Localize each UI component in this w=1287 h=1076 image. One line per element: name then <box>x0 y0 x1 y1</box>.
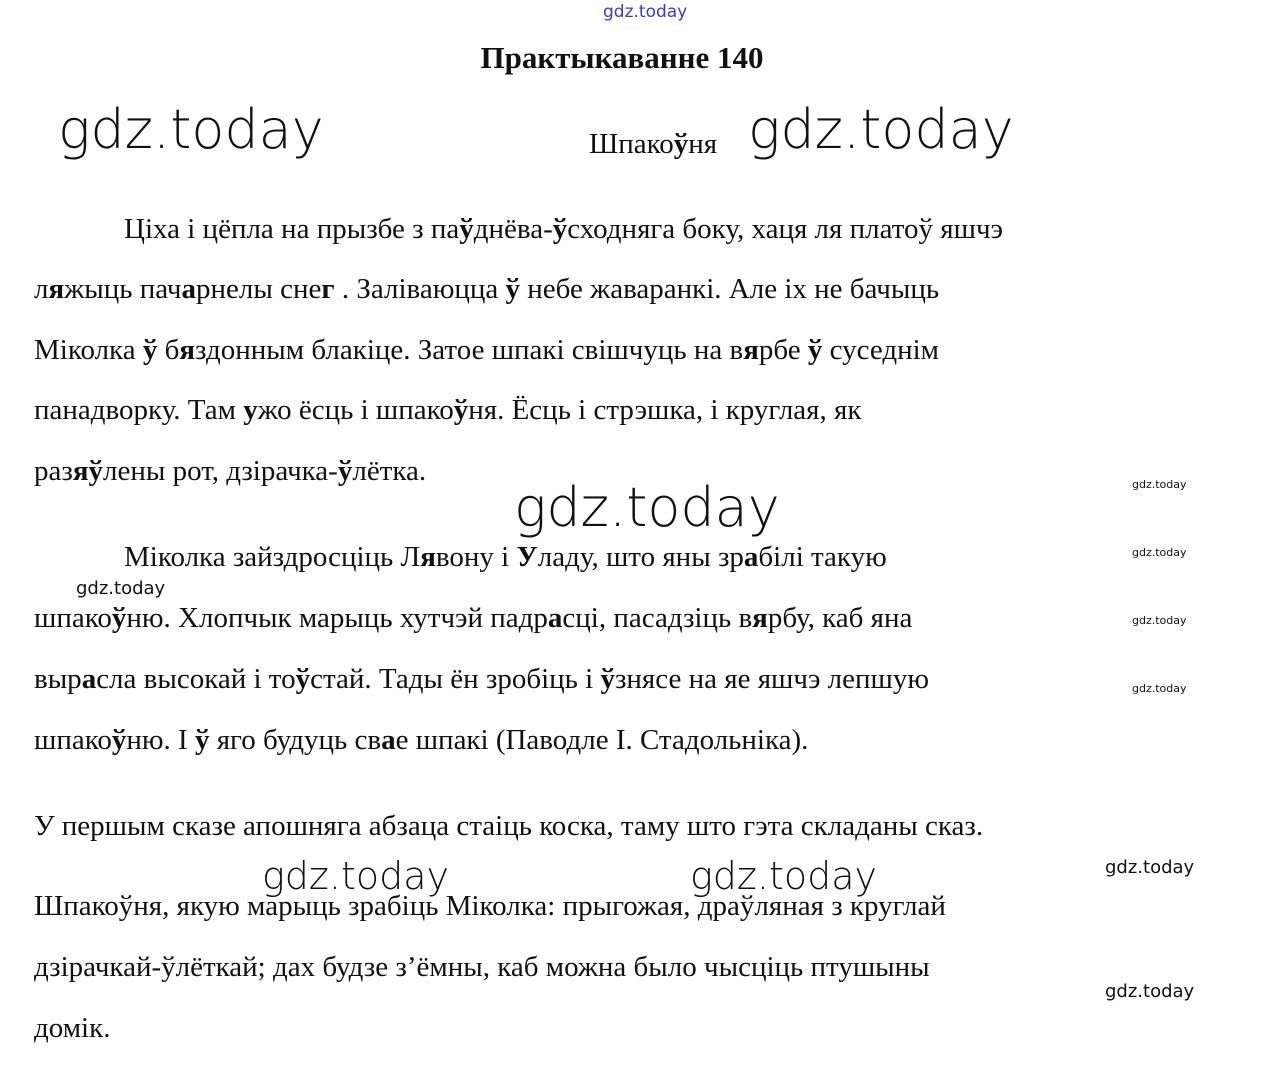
text-segment: ладу, што яны зр <box>537 541 744 573</box>
highlighted-letter: ў <box>505 273 521 305</box>
text-segment: суседнім <box>822 334 940 366</box>
paragraph-1-line-4 <box>34 394 861 427</box>
text-segment: стай. Тады ён зробіць і <box>310 663 601 695</box>
paragraph-2-line-2 <box>34 602 912 635</box>
highlighted-letter: ў <box>600 663 615 695</box>
watermark-small-left: gdz.today <box>76 578 166 599</box>
text-segment: ню. Хлопчык марыць хутчэй падр <box>126 602 548 634</box>
text-segment: шпако <box>34 602 112 634</box>
highlighted-letter: У <box>516 541 538 573</box>
paragraph-1-line-3 <box>34 334 939 367</box>
answer-line-3 <box>34 951 930 984</box>
watermark-medium-right: gdz.today <box>690 854 877 898</box>
highlighted-letter: ў <box>111 602 127 634</box>
text-segment: дзірачкай-ўлёткай; дах будзе з’ёмны, каб можна было чысціць птушыны <box>34 951 930 983</box>
text-segment: У першым сказе апошняга абзаца стаіць коска, таму што гэта складаны сказ. <box>34 810 984 842</box>
highlighted-letter: яў <box>72 455 104 487</box>
highlighted-letter: я <box>743 334 759 366</box>
answer-line-2 <box>34 890 946 923</box>
highlighted-letter: я <box>48 273 65 305</box>
text-segment: білі такую <box>758 541 887 573</box>
watermark-medium-left: gdz.today <box>262 854 449 898</box>
paragraph-2-line-3 <box>34 663 929 696</box>
highlighted-letter: ў <box>459 213 474 245</box>
text-segment: жо ёсць і шпако <box>257 394 454 426</box>
text-segment: . Заліваюцца <box>334 273 506 305</box>
text-segment: небе жаваранкі. Але іх не бачыць <box>520 273 940 305</box>
watermark-tiny-1: gdz.today <box>1132 478 1187 491</box>
subtitle-part: ня <box>688 128 718 160</box>
text-segment: рбе <box>758 334 808 366</box>
answer-line-1 <box>34 810 983 843</box>
highlighted-letter: я <box>752 602 768 634</box>
subtitle-part: Шпако <box>589 128 674 160</box>
highlighted-letter: у <box>243 394 258 426</box>
text-segment: выр <box>34 663 82 695</box>
text-segment: рбу, каб яна <box>767 602 913 634</box>
highlighted-letter: ў <box>111 724 127 756</box>
text-title <box>589 128 717 161</box>
highlighted-letter: ў <box>295 663 311 695</box>
text-segment: сла высокай і то <box>96 663 296 695</box>
text-segment: здонным блакіце. Затое шпакі свішчуць на в <box>195 334 744 366</box>
watermark-top: gdz.today <box>603 2 688 22</box>
answer-line-4 <box>34 1012 110 1045</box>
text-segment: л <box>34 273 49 305</box>
text-segment: сходняга боку, хаця ля платоў яшчэ <box>567 213 1003 245</box>
text-segment: яго будуць св <box>209 724 382 756</box>
text-segment: сці, пасадзіць в <box>562 602 753 634</box>
highlighted-letter: а <box>547 602 563 634</box>
watermark-large-right: gdz.today <box>748 98 1014 161</box>
text-segment: панадворку. Там <box>34 394 244 426</box>
paragraph-1-line-5 <box>34 455 426 488</box>
text-segment: шпако <box>34 724 112 756</box>
text-segment: знясе на яе яшчэ лепшую <box>614 663 930 695</box>
watermark-large-center: gdz.today <box>514 476 780 539</box>
highlighted-letter: ў <box>337 455 353 487</box>
paragraph-1-line-2 <box>34 273 939 306</box>
text-segment: раз <box>34 455 73 487</box>
subtitle-highlight: ў <box>673 128 689 160</box>
highlighted-letter: ў <box>807 334 823 366</box>
watermark-tiny-4: gdz.today <box>1132 682 1187 695</box>
paragraph-2-line-4 <box>34 724 808 757</box>
text-segment: Шпакоўня, якую марыць зрабіць Міколка: прыгожая, драўляная з круглай <box>34 890 946 922</box>
text-segment: рнелы сне <box>196 273 322 305</box>
text-segment: домік. <box>34 1012 111 1044</box>
highlighted-letter: а <box>81 663 97 695</box>
page-title: Практыкаванне 140 <box>480 40 764 75</box>
text-segment: Ціха і цёпла на прызбе з па <box>124 213 460 245</box>
watermark-tiny-2: gdz.today <box>1132 546 1187 559</box>
text-segment: Міколка зайздросціць Л <box>124 541 421 573</box>
text-segment: ню. І <box>126 724 195 756</box>
highlighted-letter: а <box>743 541 759 573</box>
text-segment: вону і <box>435 541 517 573</box>
highlighted-letter: ў <box>142 334 158 366</box>
text-segment: жыць пач <box>64 273 182 305</box>
watermark-large-left: gdz.today <box>58 98 324 161</box>
highlighted-letter: я <box>179 334 196 366</box>
text-segment: е шпакі (Паводле І. Стадольніка). <box>395 724 809 756</box>
watermark-small-right-1: gdz.today <box>1105 857 1195 878</box>
highlighted-letter: г <box>321 273 335 305</box>
text-segment: Міколка <box>34 334 143 366</box>
text-segment: лётка. <box>352 455 427 487</box>
highlighted-letter: ў <box>194 724 210 756</box>
paragraph-2-line-1 <box>124 541 887 574</box>
paragraph-1-line-1 <box>124 213 1003 246</box>
highlighted-letter: я <box>420 541 436 573</box>
text-segment: лены рот, дзірачка- <box>103 455 338 487</box>
highlighted-letter: ў <box>552 213 568 245</box>
highlighted-letter: ў <box>453 394 469 426</box>
text-segment: б <box>157 334 180 366</box>
highlighted-letter: а <box>381 724 396 756</box>
watermark-small-right-2: gdz.today <box>1105 981 1195 1002</box>
text-segment: днёва- <box>473 213 553 245</box>
highlighted-letter: а <box>181 273 197 305</box>
text-segment: ня. Ёсць і стрэшка, і круглая, як <box>468 394 862 426</box>
watermark-tiny-3: gdz.today <box>1132 614 1187 627</box>
